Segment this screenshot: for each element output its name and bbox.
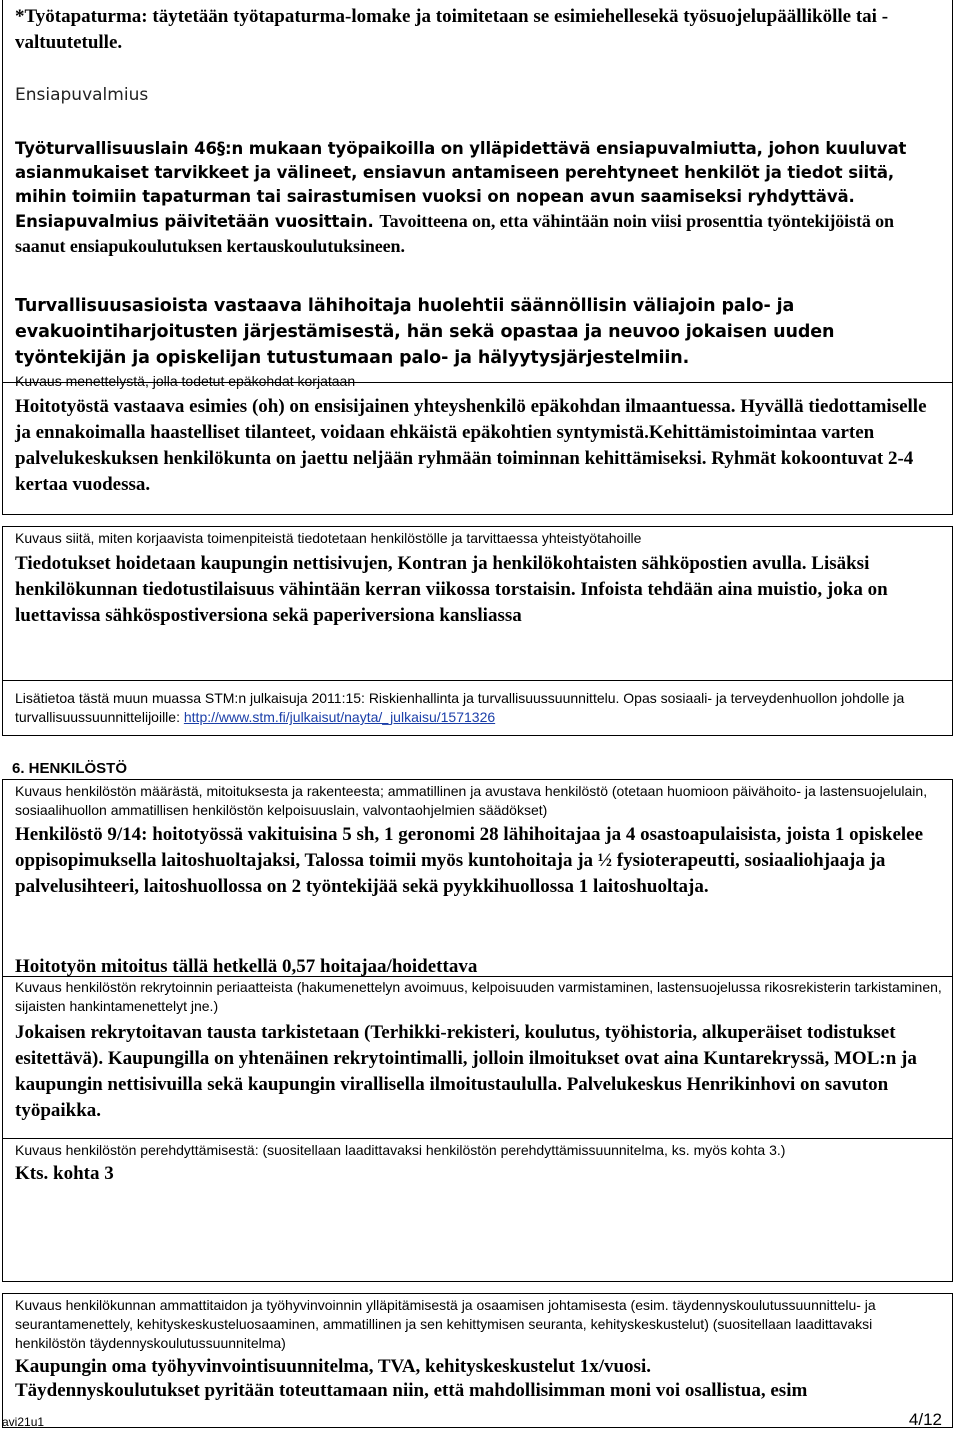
- page-number: 4/12: [908, 1410, 942, 1429]
- section-6-heading: 6. HENKILÖSTÖ: [12, 760, 128, 777]
- staff-ratio: Hoitotyön mitoitus tällä hetkellä 0,57 hoitajaa/hoidettava: [15, 956, 478, 977]
- staff-text: Henkilöstö 9/14: hoitotyössä vakituisina 5 sh, 1 geronomi 28 lähihoitajaa ja 4 osastoapulaisista, joista 1 opiskelee oppisopimuksella laitoshuoltajaksi, Talossa toimii myös kuntohoitaja ja ½ fysioterapeutti, sosiaaliohjaaja ja palvelusihteeri, laitoshuollossa on 2 työntekijää sekä pyykkihuollossa 1 laitoshuoltaja.: [15, 824, 924, 897]
- skills-text-2: Täydennyskoulutukset pyritään toteuttamaan niin, että mahdollisimman moni voi osallistua, esim: [15, 1380, 808, 1401]
- section-box-communication: [2, 526, 953, 681]
- staff-divider: [3, 976, 952, 977]
- accident-note: *Työtapaturma: täytetään työtapaturma-lomake ja toimitetaan se esimiehellesekä työsuojelupäällikölle tai -valtuutetulle.: [15, 6, 889, 53]
- recruitment-text: Jokaisen rekrytoitavan tausta tarkistetaan (Terhikki-rekisteri, koulutus, työhistoria, alkuperäiset todistukset esitettävä). Kaupungilla on yhtenäinen rekrytointimalli, jolloin ilmoitukset ovat aina Kuntarekryssä, MOL:n ja kaupungin nettisivuilla sekä kaupungin virallisella ilmoitustaululla. Palvelukeskus Henrikinhovi on savuton työpaikka.: [15, 1022, 917, 1121]
- staff-label: Kuvaus henkilöstön määrästä, mitoituksesta ja rakenteesta; ammatillinen ja avustava henkilöstö (otetaan huomioon päivähoito- ja lastensuojelulain, sosiaalihuollon ammatillisen henkilöstön kelpoisuuslain, valvontaohjelmien säädökset): [15, 783, 928, 818]
- first-aid-paragraph-b: Tavoitteena on, etta vähintään noin viisi prosenttia työntekijöistä on saanut ensiapukoulutuksen kertauskoulutuksineen.: [15, 211, 894, 256]
- communication-text: Tiedotukset hoidetaan kaupungin nettisivujen, Kontran ja henkilökohtaisten sähköpostien avulla. Lisäksi henkilökunnan tiedotustilaisuus vähintään kerran viikossa torstaisin. Infoista tehdään aina muistio, joka on luettavissa sähköspostiversiona sekä paperiversiona kansliassa: [15, 553, 888, 626]
- info-box: [2, 680, 953, 736]
- first-aid-paragraph: [15, 137, 945, 259]
- info-text-body: Lisätietoa tästä muun muassa STM:n julkaisuja 2011:15: Riskienhallinta ja turvallisuussuunnittelu. Opas sosiaali- ja terveydenhuollon johdolle ja turvallisuussuunnittelijoille:: [15, 690, 905, 725]
- info-text: [15, 689, 945, 727]
- orientation-box: [2, 1138, 953, 1282]
- corrections-label: Kuvaus menettelystä, jolla todetut epäkohdat korjataan: [15, 373, 356, 389]
- section-box-safety: [2, 0, 953, 383]
- corrections-text: Hoitotyöstä vastaava esimies (oh) on ensisijainen yhteyshenkilö epäkohdan ilmaantuessa. Hyvällä tiedottamiselle ja ennakoimalla haastelliset tilanteet, voidaan ehkäistä epäkohtien syntymistä.Kehittämistoimintaa varten palvelukeskuksen henkilökunta on jaettu neljään ryhmään toiminnan kehittämiseksi. Ryhmät kokoontuvat 2-4 kertaa vuodessa.: [15, 396, 927, 495]
- fire-drill-paragraph: Turvallisuusasioista vastaava lähihoitaja huolehtii säännöllisin väliajoin palo- ja evakuointiharjoitusten järjestämisestä, hän sekä opastaa ja neuvoo jokaisen uuden työntekijän ja opiskelijan tutustumaan palo- ja hälyytysjärjestelmiin.: [15, 296, 835, 368]
- document-code: avi21u1: [2, 1415, 45, 1429]
- section-box-corrections: [2, 370, 953, 515]
- orientation-label: Kuvaus henkilöstön perehdyttämisestä: (suositellaan laadittavaksi henkilöstön perehdyttämissuunnitelma, ks. myös kohta 3.): [15, 1142, 786, 1158]
- first-aid-heading: Ensiapuvalmius: [15, 85, 149, 105]
- skills-text-1: Kaupungin oma työhyvinvointisuunnitelma, TVA, kehityskeskustelut 1x/vuosi.: [15, 1356, 651, 1377]
- first-aid-paragraph-a: Työturvallisuuslain 46§:n mukaan työpaikoilla on ylläpidettävä ensiapuvalmiutta, johon kuuluvat asianmukaiset tarvikkeet ja välineet, ensiavun antamiseen perehtyneet henkilöt ja tiedot siitä, mihin toimiin tapaturman tai sairastumisen vuoksi on nopean avun saamiseksi ryhdyttävä. Ensiapuvalmius päivitetään vuosittain.: [15, 139, 907, 231]
- orientation-text: Kts. kohta 3: [15, 1163, 114, 1184]
- recruitment-label: Kuvaus henkilöstön rekrytoinnin periaatteista (hakumenettelyn avoimuus, kelpoisuuden varmistaminen, lastensuojelussa rikosrekisterin tarkistaminen, sijaisten hankintamenettelyt jne.): [15, 979, 942, 1014]
- skills-box: [2, 1293, 953, 1428]
- communication-label: Kuvaus siitä, miten korjaavista toimenpiteistä tiedotetaan henkilöstölle ja tarvittaessa yhteistyötahoille: [15, 530, 642, 546]
- stm-publication-link[interactable]: http://www.stm.fi/julkaisut/nayta/_julkaisu/1571326: [183, 709, 496, 725]
- staff-box: [2, 779, 953, 1139]
- skills-label: Kuvaus henkilökunnan ammattitaidon ja työhyvinvoinnin ylläpitämisestä ja osaamisen johtamisesta (esim. täydennyskoulutussuunnittelu- ja seurantamenettely, kehityskeskusteluosaaminen, ammatillinen ja sen kehittymisen seuranta, kehityskeskustelut) (suositellaan laadittavaksi henkilöstön täydennyskoulutussuunnitelma): [15, 1297, 876, 1351]
